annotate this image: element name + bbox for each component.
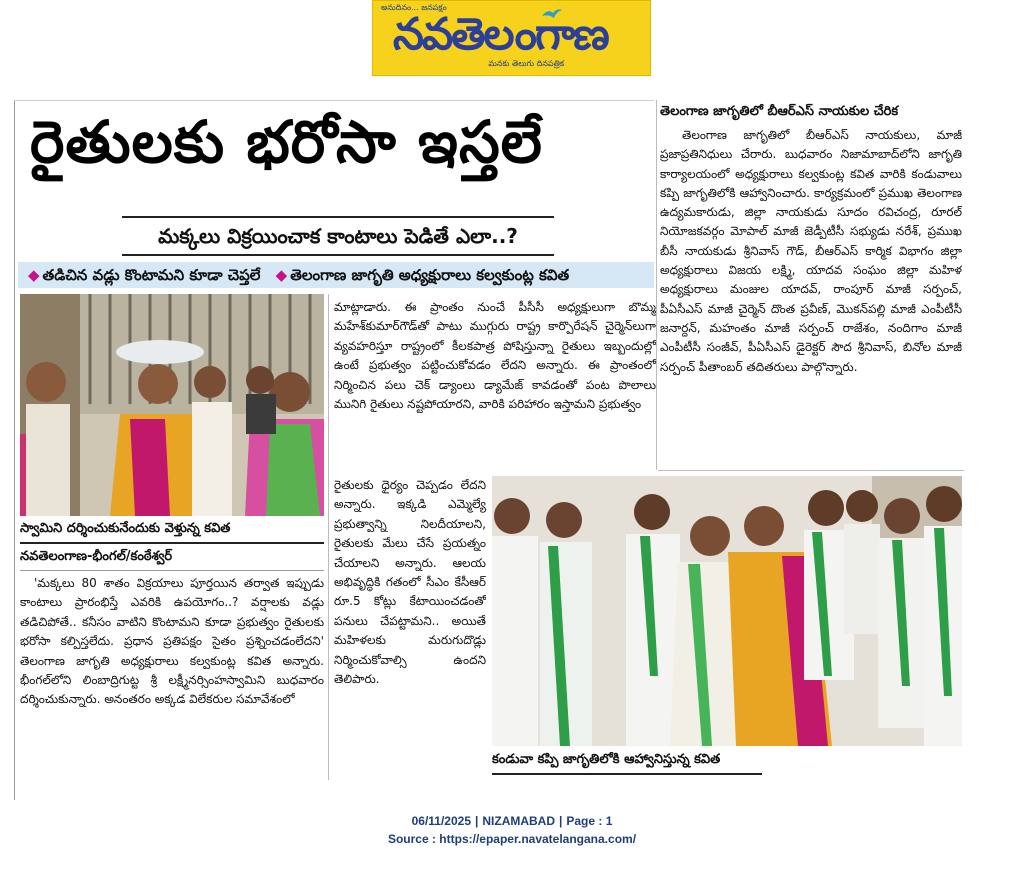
masthead-name: నవతెలంగాణ <box>393 9 608 60</box>
sidebar-heading: తెలంగాణ జాగృతిలో బీఆర్ఎస్ నాయకుల చేరిక <box>660 104 899 119</box>
diamond-bullet-icon: ◆ <box>28 266 40 284</box>
footer-meta <box>0 814 1024 828</box>
clip-border-left <box>14 100 15 800</box>
footer-source[interactable]: Source : https://epaper.navatelangana.com/ <box>387 832 637 846</box>
joining-ceremony-photo <box>492 476 962 746</box>
footer-separator: | <box>475 814 479 828</box>
sidebar-bottom-rule <box>658 470 964 471</box>
footer-separator: | <box>559 814 563 828</box>
subheadline: మక్కలు విక్రయించాక కాంటాలు పెడితే ఎలా..? <box>122 216 554 256</box>
temple-visit-photo <box>20 294 324 516</box>
masthead-tagline: అనుదినం... జనపక్షం <box>381 3 447 12</box>
footer-page: Page : 1 <box>566 814 613 828</box>
article-column-2: మాట్లాడారు. ఈ ప్రాంతం నుంచే పీసీసీ అధ్యక్షులుగా బొమ్మ మహేశ్‌కుమార్‌గౌడ్‌తో పాటు ముగ్గురు రాష్ట్ర కార్పొరేషన్ చైర్మెన్‌లుగా వ్యవహరిస్తూ రాష్ట్రంలో కీలకపాత్ర పోషిస్తున్నా రైతులు ఇబ్బందుల్లో ఉంటే ప్రభుత్వం పట్టించుకోవడం లేదని అన్నారు. ఈ ప్రాంతంలో నిర్మించిన పలు చెక్ డ్యాంలు డ్యామేజ్ కావడంతో పంట పొలాలు మునిగి రైతులు నష్టపోయారని, వారికి పరిహారం ఇస్తామని ప్రభుత్వం <box>334 300 656 412</box>
dateline: నవతెలంగాణ-భీంగల్/కంఠేశ్వర్ <box>20 549 324 571</box>
footer-edition: NIZAMABAD <box>482 814 556 828</box>
article-column-1: 'మక్కలు 80 శాతం విక్రయాలు పూర్తయిన తర్వాత ఇప్పుడు కాంటాలు ప్రారంభిస్తే ఎవరికి ఉపయోగం..? వర్షాలకు వడ్లు తడిచిపోతే.. కనీసం వాటిని కొంటామని కూడా ప్రభుత్వం రైతులకు భరోసా కల్పిస్తలేదు. ప్రధాన ప్రతిపక్షం సైతం ప్రశ్నించడంలేదని' తెలంగాణ జాగృతి అధ్యక్షురాలు కల్వకుంట్ల కవిత అన్నారు. భీంగల్‌లోని లింబాద్రిగుట్ట శ్రీ లక్ష్మీనర్సింహస్వామిని బుధవారం దర్శించుకున్నారు. అనంతరం అక్కడ విలేకరుల సమావేశంలో <box>20 576 324 707</box>
article-column-3: రైతులకు ధైర్యం చెప్పడం లేదని అన్నారు. ఇక్కడి ఎమ్మెల్యే ప్రభుత్వాన్ని నిలదీయాలని, రైతులకు మేలు చేసే ప్రయత్నం చేయాలని అన్నారు. ఆలయ అభివృద్ధికి గతంలో సీఎం కేసీఆర్ రూ.5 కోట్లు కేటాయించడంతో పనులు చేపట్టామని.. అయితే మహిళలకు మరుగుదొడ్లు నిర్మించుకోవాల్సి ఉందని తెలిపారు. <box>334 478 486 687</box>
highlight-band <box>18 262 654 288</box>
photo1-caption: స్వామిని దర్శించుకునేందుకు వెళ్తున్న కవిత <box>20 521 324 544</box>
band-item-1: తడిచిన వడ్లు కొంటామని కూడా చెప్తలే <box>42 266 261 284</box>
diamond-bullet-icon: ◆ <box>275 266 288 284</box>
sidebar-divider <box>656 100 657 470</box>
clip-border-top <box>14 100 654 101</box>
footer-date: 06/11/2025 <box>411 814 471 828</box>
band-item-2: తెలంగాణ జాగృతి అధ్యక్షురాలు కల్వకుంట్ల కవిత <box>290 266 570 284</box>
column-divider <box>328 294 329 780</box>
sidebar-text: తెలంగాణ జాగృతిలో బీఆర్ఎస్ నాయకులు, మాజీ ప్రజాప్రతినిధులు చేరారు. బుధవారం నిజామాబాద్‌లోని జాగృతి కార్యాలయంలో అధ్యక్షురాలు కల్వకుంట్ల కవిత వారికి కండువాలు కప్పి జాగృతిలోకి ఆహ్వానించారు. కార్యక్రమంలో ప్రముఖ తెలంగాణ ఉద్యమకారుడు, జిల్లా నాయకుడు సూదం రవిచంద్ర, రూరల్ నియోజకవర్గం మోపాల్ మాజీ జెడ్పీటీసీ సభ్యుడు నరేశ్, ప్రముఖ బీసీ నాయకుడు శ్రీనివాస్ గౌడ్, బీఆర్ఎస్ కార్మిక విభాగం జిల్లా అధ్యక్షురాలు విజయ లక్ష్మి, యాదవ సంఘం జిల్లా మహిళ అధ్యక్షురాలు మంజుల యాదవ్, రాంపూర్ మాజీ సర్పంచ్, పీఏసీఎస్ మాజీ చైర్మెన్ దొంత ప్రవీణ్, మొకన్‌పల్లి మాజీ ఎంపీటీసీ జనార్దన్, మహంతం మాజీ సర్పంచ్ రాజేశం, నందిగాం మాజీ ఎంపీటీసీ సంజీవ్, పీఏసీఎస్ డైరెక్టర్ సౌద శ్రీనివాస్, బినోల మాజీ సర్పంచ్ పీతాంబర్ తదితరులు పాల్గొన్నారు. <box>660 128 962 374</box>
headline: రైతులకు భరోసా ఇస్తలే <box>30 108 543 176</box>
masthead-subtitle: మనకు తెలుగు దినపత్రిక <box>488 59 564 68</box>
photo2-caption: కండువా కప్పి జాగృతిలోకి ఆహ్వానిస్తున్న కవిత <box>492 752 762 775</box>
masthead-logo <box>372 0 651 76</box>
